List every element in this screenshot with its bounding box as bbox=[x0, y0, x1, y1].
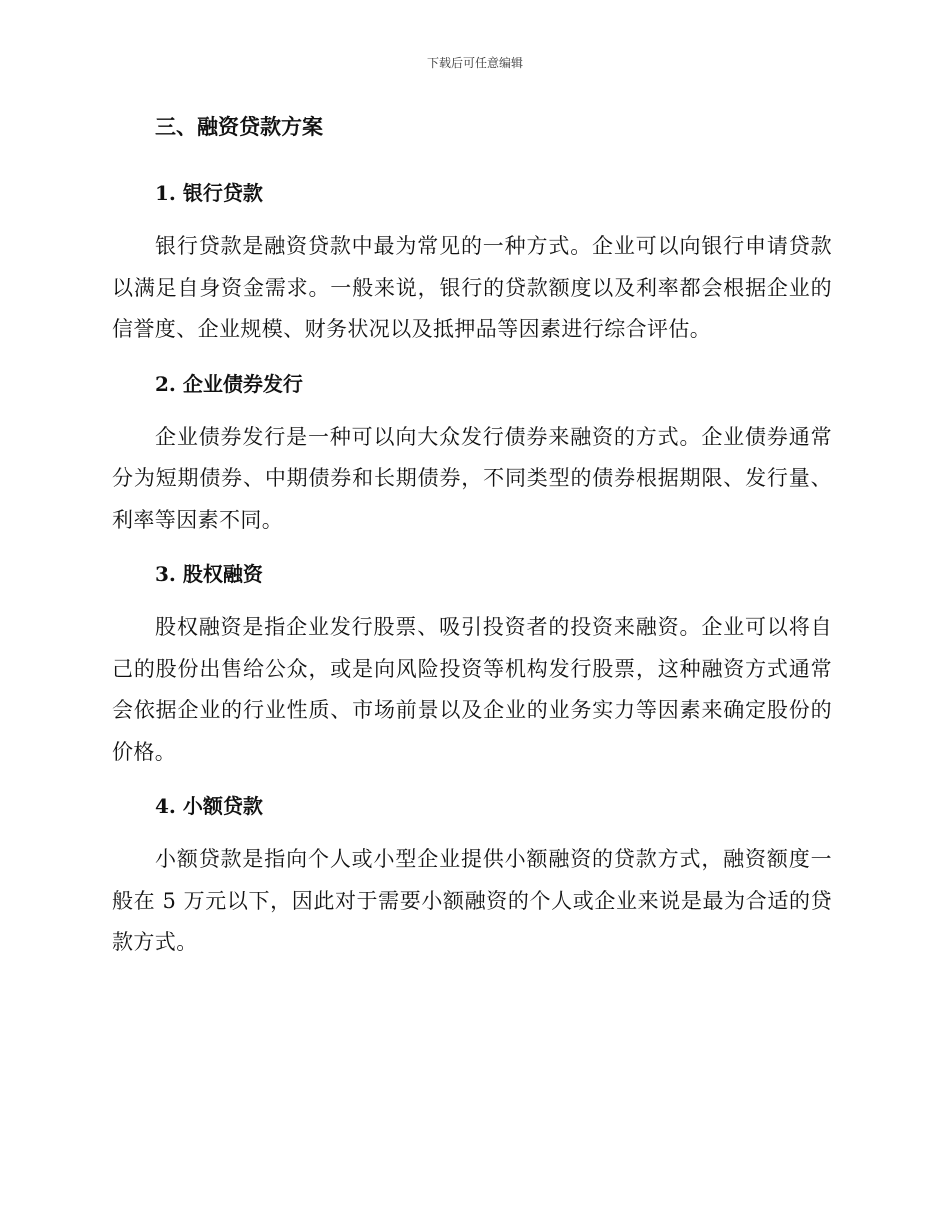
paragraph-corporate-bonds: 企业债券发行是一种可以向大众发行债券来融资的方式。企业债券通常分为短期债券、中期债券和长期债券，不同类型的债券根据期限、发行量、利率等因素不同。 bbox=[112, 424, 832, 532]
document-body bbox=[112, 108, 832, 978]
paragraph-bank-loan: 银行贷款是融资贷款中最为常见的一种方式。企业可以向银行申请贷款以满足自身资金需求。一般来说，银行的贷款额度以及利率都会根据企业的信誉度、企业规模、财务状况以及抵押品等因素进行综合评估。 bbox=[112, 234, 832, 341]
paragraph-equity-financing: 股权融资是指企业发行股票、吸引投资者的投资来融资。企业可以将自己的股份出售给公众，或是向风险投资等机构发行股票，这种融资方式通常会依据企业的行业性质、市场前景以及企业的业务实力等因素来确定股份的价格。 bbox=[112, 615, 832, 764]
subheading-corporate-bonds: 2. 企业债券发行 bbox=[155, 371, 303, 396]
header-note: 下载后可任意编辑 bbox=[426, 56, 523, 70]
subheading-equity-financing: 3. 股权融资 bbox=[155, 562, 263, 586]
section-title: 三、融资贷款方案 bbox=[155, 114, 323, 139]
subheading-bank-loan: 1. 银行贷款 bbox=[155, 181, 263, 205]
paragraph-microloan: 小额贷款是指向个人或小型企业提供小额融资的贷款方式，融资额度一般在 5 万元以下，因此对于需要小额融资的个人或企业来说是最为合适的贷款方式。 bbox=[112, 847, 832, 954]
subheading-microloan: 4. 小额贷款 bbox=[155, 794, 263, 818]
